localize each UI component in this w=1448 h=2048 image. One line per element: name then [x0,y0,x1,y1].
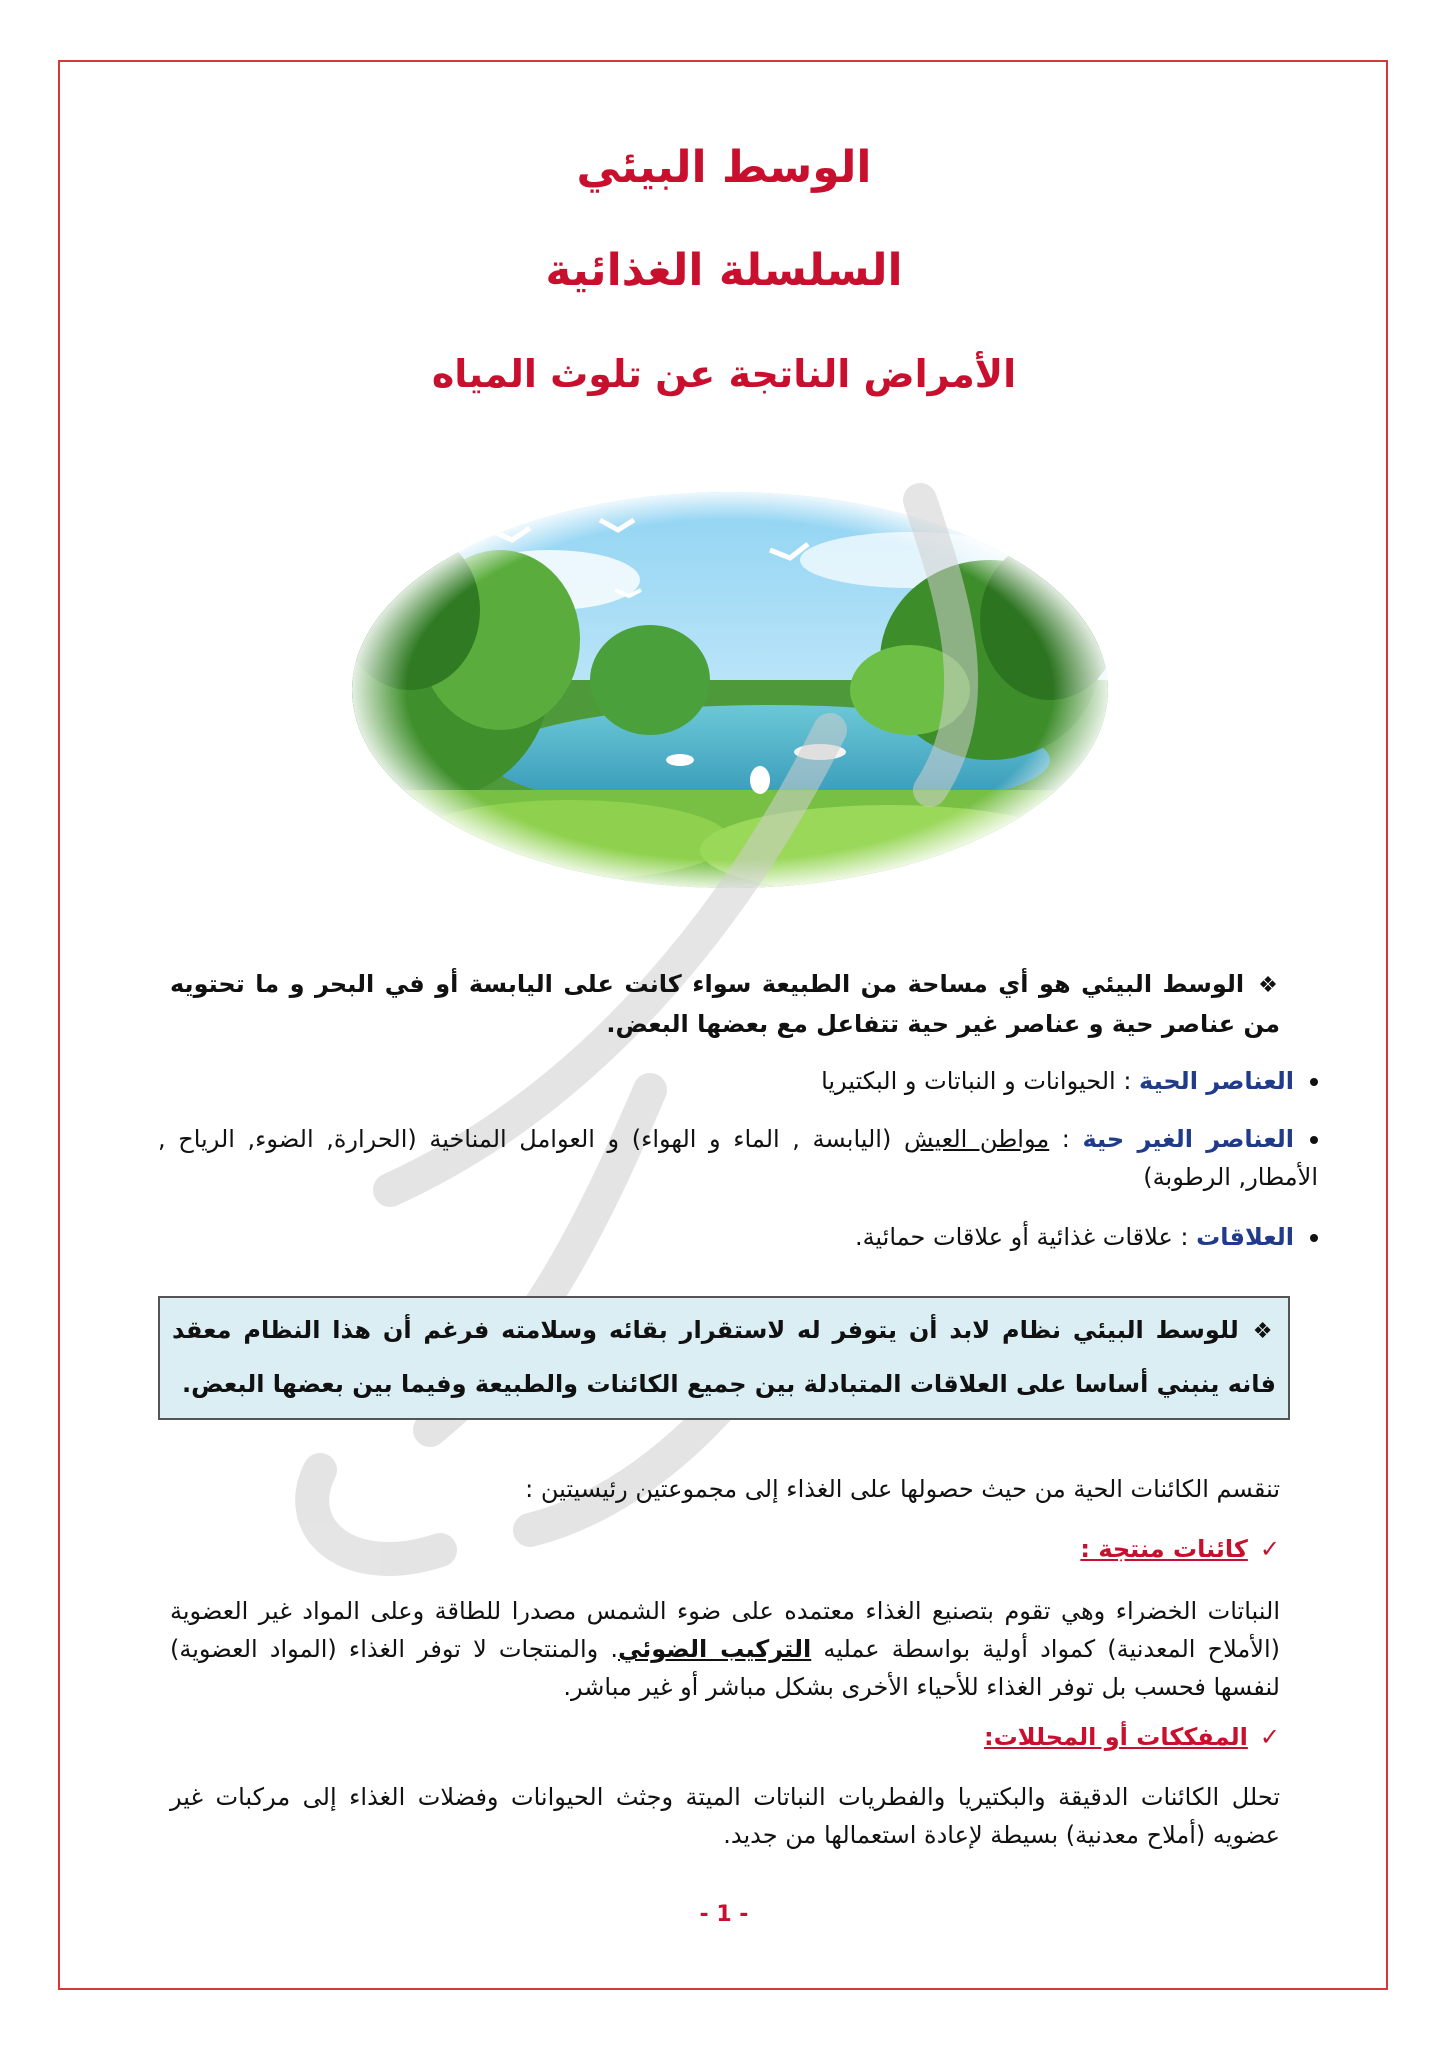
producers-heading [170,1530,1280,1568]
box-text: للوسط البيئي نظام لابد أن يتوفر له لاستقرار بقائه وسلامته فرغم أن هذا النظام معقد فانه ينبني أساسا على العلاقات المتبادلة بين جميع الكائنات والطبيعة وفيما بين بعضها البعض. [172,1316,1276,1398]
producers-label: كائنات منتجة : [1080,1535,1248,1563]
living-sep: : [1115,1067,1140,1095]
intro-text: الوسط البيئي هو أي مساحة من الطبيعة سواء كانت على اليابسة أو في البحر و ما تحتويه من عناصر حية و عناصر غير حية تتفاعل مع بعضها البعض. [170,970,1280,1038]
decomposers-paragraph [170,1778,1280,1854]
decomposers-text: تحلل الكائنات الدقيقة والبكتيريا والفطريات النباتات الميتة وجثث الحيوانات وفضلات الغذاء إلى مركبات غير عضويه (أملاح معدنية) بسيطة لإعادة استعمالها من جديد. [170,1783,1280,1849]
diamond-bullet-icon: ❖ [1258,973,1280,998]
title-food-chain: السلسلة الغذائية [545,245,903,296]
ecosystem-box-text [172,1304,1276,1410]
relations-text: علاقات غذائية أو علاقات حمائية. [854,1223,1173,1251]
bullet-nonliving-elements [158,1120,1318,1196]
checkmark-icon: ✓ [1259,1723,1280,1751]
decomposers-label: المفككات أو المحللات: [984,1723,1248,1751]
diamond-bullet-icon: ❖ [1252,1319,1276,1344]
intro-paragraph [170,965,1280,1043]
bullet-dot-icon [1310,1136,1318,1144]
decomposers-heading [170,1718,1280,1756]
page-number: - 1 - [699,1902,749,1927]
bullet-dot-icon [1310,1078,1318,1086]
living-label: العناصر الحية [1139,1067,1294,1095]
division-paragraph [170,1470,1280,1508]
photosynthesis-term: التركيب الضوئي [618,1635,812,1663]
bullet-living-elements [158,1062,1318,1100]
bullet-dot-icon [1310,1234,1318,1242]
checkmark-icon: ✓ [1259,1535,1280,1563]
nonliving-text: (اليابسة , الماء و الهواء) و العوامل المناخية (الحرارة, الضوء, الرياح , الأمطار, الرطوبة) [158,1125,1318,1191]
nonliving-sep: : [1049,1125,1083,1153]
title-environment: الوسط البيئي [576,142,872,193]
title-water-diseases: الأمراض الناتجة عن تلوث المياه [431,352,1017,396]
bullet-relations [158,1218,1318,1256]
living-text: الحيوانات و النباتات و البكتيريا [821,1067,1116,1095]
producers-paragraph [170,1592,1280,1706]
producers-text-after: . والمنتجات لا توفر الغذاء (المواد العضوية) لنفسها فحسب بل توفر الغذاء للأحياء الأخرى بشكل مباشر أو غير مباشر. [170,1635,1280,1701]
relations-sep: : [1172,1223,1197,1251]
producers-text-before: النباتات الخضراء وهي تقوم بتصنيع الغذاء معتمده على ضوء الشمس مصدرا للطاقة وعلى المواد غير العضوية (الأملاح المعدنية) كمواد أولية بواسطة عمليه [170,1597,1280,1663]
relations-label: العلاقات [1196,1223,1294,1251]
nature-illustration [350,490,1110,890]
division-text: تنقسم الكائنات الحية من حيث حصولها على الغذاء إلى مجموعتين رئيسيتين : [525,1475,1280,1503]
habitats-term: مواطن العيش [903,1125,1050,1153]
nonliving-label: العناصر الغير حية [1082,1125,1294,1153]
